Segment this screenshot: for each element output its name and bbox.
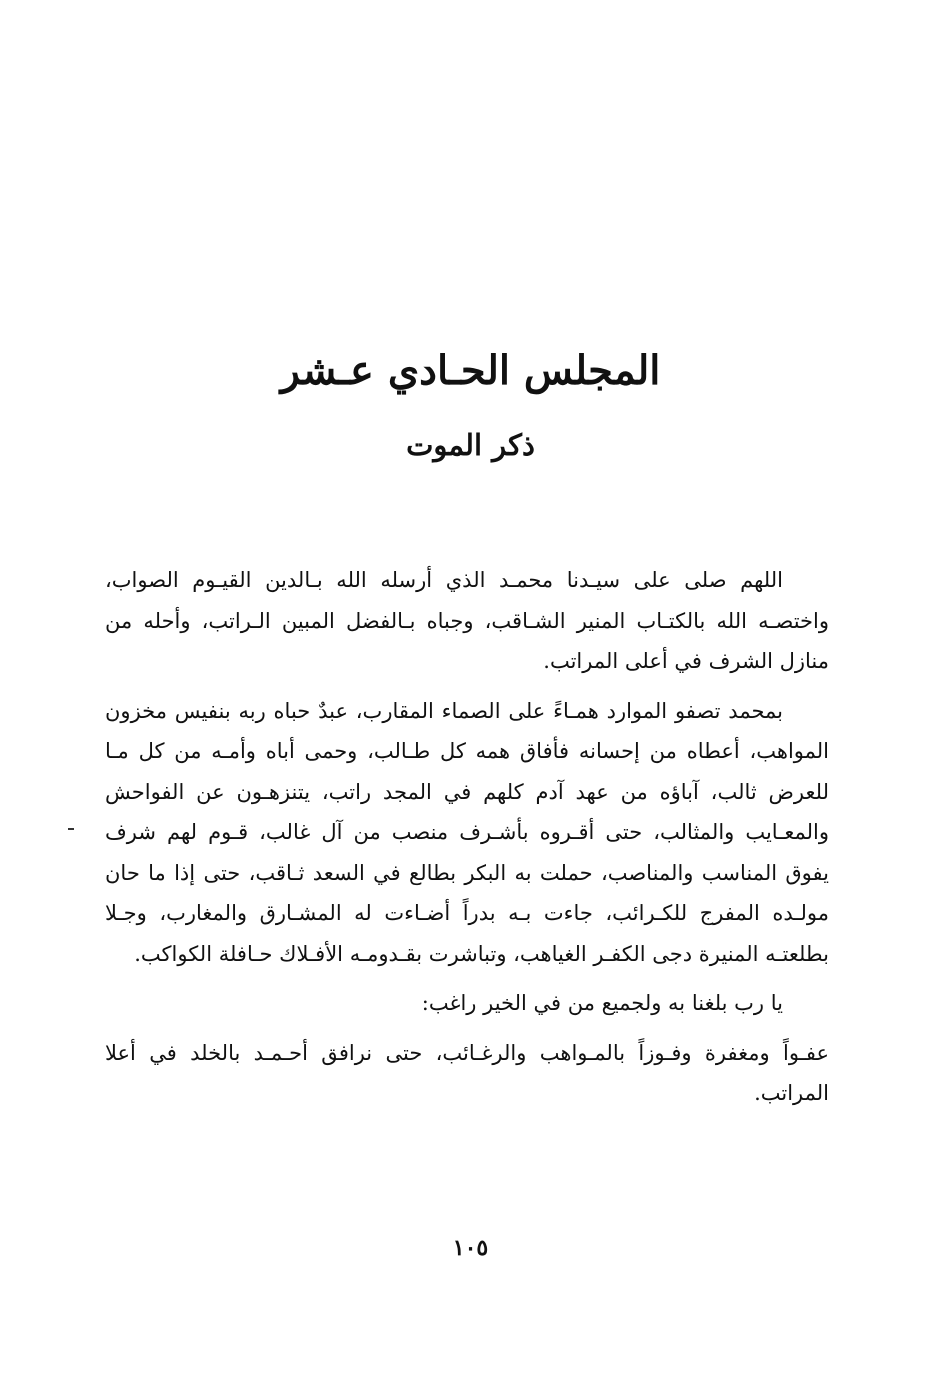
chapter-subtitle: ذكر الموت bbox=[406, 428, 535, 462]
paragraph-closing: عفـواً ومغفرة وفـوزاً بالمـواهب والرغـائب، حتى نرافق أحـمـد بالخلد في أعلا المراتب. bbox=[105, 1040, 829, 1105]
paragraph-salutation: اللهم صلى على سيـدنا محمـد الذي أرسله الله بـالدين القيـوم الصواب، واختصـه الله بالكتـاب المنير الشـاقب، وجباه بـالفضل المبين الـراتب، وأحله من منازل الشرف في أعلى المراتب. bbox=[105, 568, 829, 673]
margin-mark bbox=[68, 828, 74, 830]
paragraph-praise: بمحمد تصفو الموارد همـاءً على الصماء المقارب، عبدٌ حباه ربه بنفيس مخزون المواهب، أعطاه من إحسانه فأفاق همه كل طـالب، وحمى أباه وأمـه من كل مـا للعرض ثالب، آباؤه من عهد آدم كلهم في المجد راتب، يتنزهـون عن الفواحش والمعـايب والمثالب، حتى أقـروه بأشـرف منصب من آل غالب، قـوم لهم شرف يفوق المناسب والمناصب، حملت به البكر بطالع في السعد ثـاقب، حتى إذا ما حان مولـده المفرج للكـرائب، جاءت بـه بدراً أضـاءت له المشـارق والمغارب، وجـلا بطلعتـه المنيرة دجى الكفـر الغياهب، وتباشرت بقـدومـه الأفـلاك حـافلة الكواكب. bbox=[105, 698, 829, 966]
paragraph-supplication: يا رب بلغنا به ولجميع من في الخير راغب: bbox=[421, 991, 783, 1015]
chapter-title: المجلس الحـادي عـشر bbox=[280, 347, 661, 394]
page-number: ١٠٥ bbox=[452, 1235, 489, 1261]
body-text bbox=[105, 560, 829, 1123]
